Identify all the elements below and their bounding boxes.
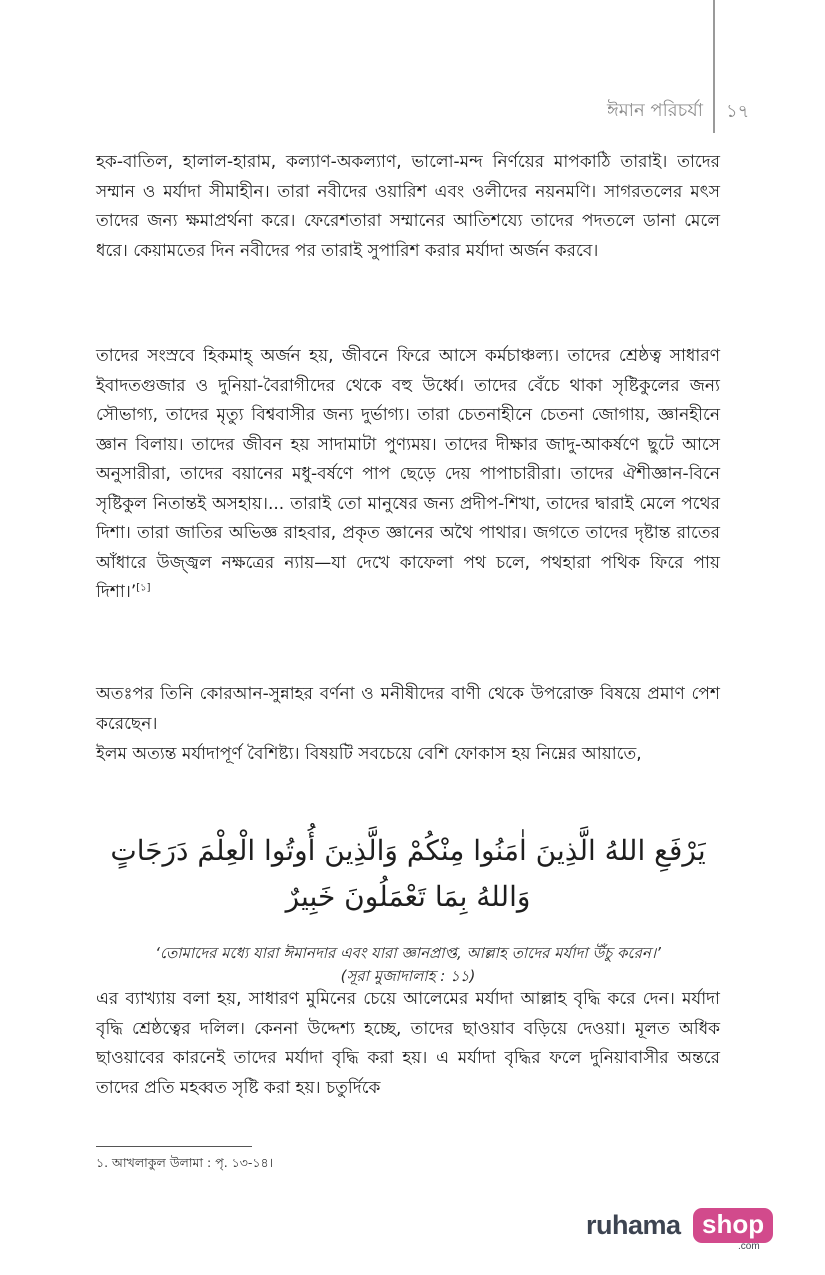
verse-translation: ‘তোমাদের মধ্যে যারা ঈমানদার এবং যারা জ্ঞানপ্রাপ্ত, আল্লাহ তাদের মর্যাদা উঁচু করেন।’	[155, 944, 661, 962]
verse-reference: (সূরা মুজাদালাহ : ১১)	[340, 967, 476, 985]
paragraph-2-text: তাদের সংস্রবে হিকমাহ্ অর্জন হয়, জীবনে ফিরে আসে কর্মচাঞ্চল্য। তাদের শ্রেষ্ঠত্ব সাধারণ ইবাদতগুজার ও দুনিয়া-বৈরাগীদের থেকে বহু উর্ধ্বে। তাদের বেঁচে থাকা সৃষ্টিকুলের জন্য সৌভাগ্য, তাদের মৃত্যু বিশ্ববাসীর জন্য দুর্ভাগ্য। তারা চেতনাহীনে চেতনা জোগায়, জ্ঞানহীনে জ্ঞান বিলায়। তাদের জীবন হয় সাদামাটা পুণ্যময়। তাদের দীক্ষার জাদু-আকর্ষণে ছুটে আসে অনুসারীরা, তাদের বয়ানের মধু-বর্ষণে পাপ ছেড়ে দেয় পাপাচারীরা। তাদের ঐশীজ্ঞান-বিনে সৃষ্টিকুল নিতান্তই অসহায়।... তারাই তো মানুষের জন্য প্রদীপ-শিখা, তাদের দ্বারাই মেলে পথের দিশা। তারা জাতির অভিজ্ঞ রাহবার, প্রকৃত জ্ঞানের অথৈ পাথার। জগতে তাদের দৃষ্টান্ত রাতের আঁধারে উজ্জ্বল নক্ষত্রের ন্যায়—যা দেখে কাফেলা পথ চলে, পথহারা পথিক ফিরে পায় দিশা।’	[96, 346, 720, 602]
logo-text-shop: shop	[693, 1208, 773, 1243]
paragraph-3: অতঃপর তিনি কোরআন-সুন্নাহর বর্ণনা ও মনীষীদের বাণী থেকে উপরোক্ত বিষয়ে প্রমাণ পেশ করেছেন।	[96, 684, 720, 734]
paragraph-1: হক-বাতিল, হালাল-হারাম, কল্যাণ-অকল্যাণ, ভালো-মন্দ নির্ণয়ের মাপকাঠি তারাই। তাদের সম্মান ও মর্যাদা সীমাহীন। তারা নবীদের ওয়ারিশ এবং ওলীদের নয়নমণি। সাগরতলের মৎস তাদের জন্য ক্ষমাপ্রর্থনা করে। ফেরেশতারা সম্মানের আতিশয্যে তাদের পদতলে ডানা মেলে ধরে। কেয়ামতের দিন নবীদের পর তারাই সুপারিশ করার মর্যাদা অর্জন করবে।	[96, 152, 720, 261]
header-divider	[713, 0, 715, 133]
arabic-verse-line-1: يَرْفَعِ اللهُ الَّذِينَ اٰمَنُوا مِنْكُمْ وَالَّذِينَ أُوتُوا الْعِلْمَ دَرَجَاتٍ	[110, 834, 706, 867]
footnote-marker: [১]	[136, 582, 151, 594]
publisher-logo	[586, 1208, 776, 1252]
arabic-verse-line-2: وَاللهُ بِمَا تَعْمَلُونَ خَبِيرٌ	[285, 880, 531, 913]
footnote-divider	[96, 1146, 252, 1147]
paragraph-2	[96, 342, 720, 608]
page-number: ১৭	[726, 101, 750, 122]
paragraph-4: ইলম অত্যন্ত মর্যাদাপূর্ণ বৈশিষ্ট্য। বিষয়টি সবচেয়ে বেশি ফোকাস হয় নিম্নের আয়াতে,	[96, 744, 642, 764]
paragraph-5: এর ব্যাখ্যায় বলা হয়, সাধারণ মুমিনের চেয়ে আলেমের মর্যাদা আল্লাহ বৃদ্ধি করে দেন। মর্যাদা বৃদ্ধি শ্রেষ্ঠত্বের দলিল। কেননা উদ্দেশ্য হচ্ছে, তাদের ছাওয়াব বড়িয়ে দেওয়া। মূলত অধিক ছাওয়াবের কারনেই তাদের মর্যাদা বৃদ্ধি করা হয়। এ মর্যাদা বৃদ্ধির ফলে দুনিয়াবাসীর অন্তরে তাদের প্রতি মহব্বত সৃষ্টি করা হয়। চতুর্দিকে	[96, 989, 720, 1098]
logo-text-ruhama: ruhama	[586, 1210, 681, 1240]
logo-text-domain: .com	[738, 1241, 760, 1252]
running-header-title: ঈমান পরিচর্যা	[606, 100, 703, 121]
verse-translation-block	[96, 942, 720, 988]
footnote: ১. আখলাকুল উলামা : পৃ. ১৩-১৪।	[96, 1155, 274, 1170]
